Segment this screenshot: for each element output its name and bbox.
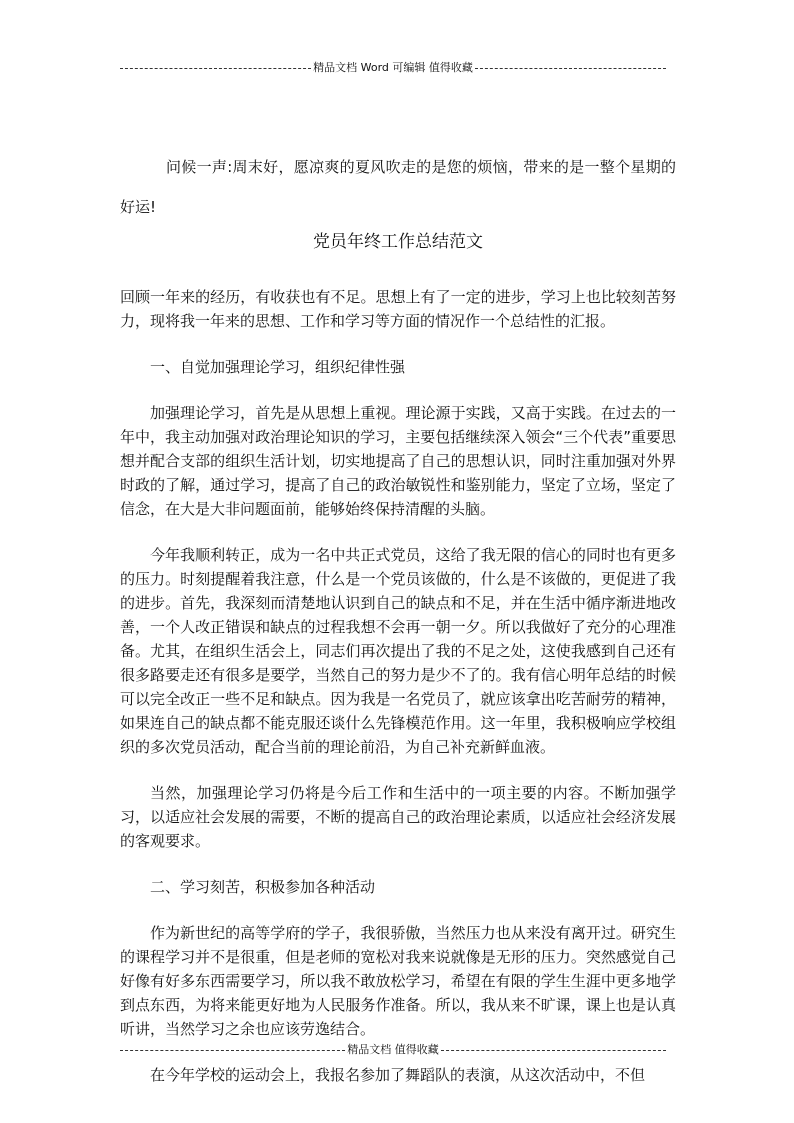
- body-paragraph: 作为新世纪的高等学府的学子，我很骄傲，当然压力也从来没有离开过。研究生的课程学习并不是很重，但是老师的宽松对我来说就像是无形的压力。突然感觉自己好像有好多东西需要学习，所以我不敢放松学习，希望在有限的学生生涯中更多地学到点东西，为将来能更好地为人民服务作准备。所以，我从来不旷课，课上也是认真听讲，当然学习之余也应该劳逸结合。: [120, 924, 676, 1038]
- footer-rule-left: [120, 1050, 345, 1051]
- footer-rule-right: [441, 1050, 666, 1051]
- section-heading-1: 一、自觉加强理论学习，组织纪律性强: [150, 358, 406, 376]
- page-footer: [120, 1043, 666, 1057]
- section-heading-2: 二、学习刻苦，积极参加各种活动: [150, 878, 376, 896]
- header-text: 精品文档 Word 可编辑 值得收藏: [313, 61, 473, 74]
- header-rule-right: [475, 68, 666, 69]
- page-header: [120, 61, 666, 75]
- body-paragraph: 今年我顺利转正，成为一名中共正式党员，这给了我无限的信心的同时也有更多的压力。时刻提醒着我注意，什么是一个党员该做的，什么是不该做的，更促进了我的进步。首先，我深刻而清楚地认识到自己的缺点和不足，并在生活中循序渐进地改善，一个人改正错误和缺点的过程我想不会再一朝一夕。所以我做好了充分的心理准备。尤其，在组织生活会上，同志们再次提出了我的不足之处，这使我感到自己还有很多路要走还有很多是要学，当然自己的努力是少不了的。我有信心明年总结的时候可以完全改正一些不足和缺点。因为我是一名党员了，就应该拿出吃苦耐劳的精神，如果连自己的缺点都不能克服还谈什么先锋模范作用。这一年里，我积极响应学校组织的多次党员活动，配合当前的理论前沿，为自己补充新鲜血液。: [120, 546, 676, 756]
- document-body: [120, 285, 676, 1109]
- body-paragraph: 加强理论学习，首先是从思想上重视。理论源于实践，又高于实践。在过去的一年中，我主动加强对政治理论知识的学习，主要包括继续深入领会“三个代表”重要思想并配合支部的组织生活计划，切实地提高了自己的思想认识，同时注重加强对外界时政的了解，通过学习，提高了自己的政治敏锐性和鉴别能力，坚定了立场，坚定了信念，在大是大非问题面前，能够始终保持清醒的头脑。: [120, 404, 676, 518]
- greeting-text: 问候一声:周末好，愿凉爽的夏风吹走的是您的烦恼，带来的是一整个星期的好运!: [120, 158, 676, 216]
- document-title: 党员年终工作总结范文: [313, 232, 483, 252]
- body-paragraph: 在今年学校的运动会上，我报名参加了舞蹈队的表演，从这次活动中，不但: [150, 1066, 646, 1084]
- body-paragraph: 当然，加强理论学习仍将是今后工作和生活中的一项主要的内容。不断加强学习，以适应社会发展的需要，不断的提高自己的政治理论素质，以适应社会经济发展的客观要求。: [120, 784, 676, 850]
- intro-paragraph: 回顾一年来的经历，有收获也有不足。思想上有了一定的进步，学习上也比较刻苦努力，现将我一年来的思想、工作和学习等方面的情况作一个总结性的汇报。: [120, 288, 676, 330]
- header-rule-left: [120, 68, 311, 69]
- footer-text: 精品文档 值得收藏: [347, 1043, 439, 1056]
